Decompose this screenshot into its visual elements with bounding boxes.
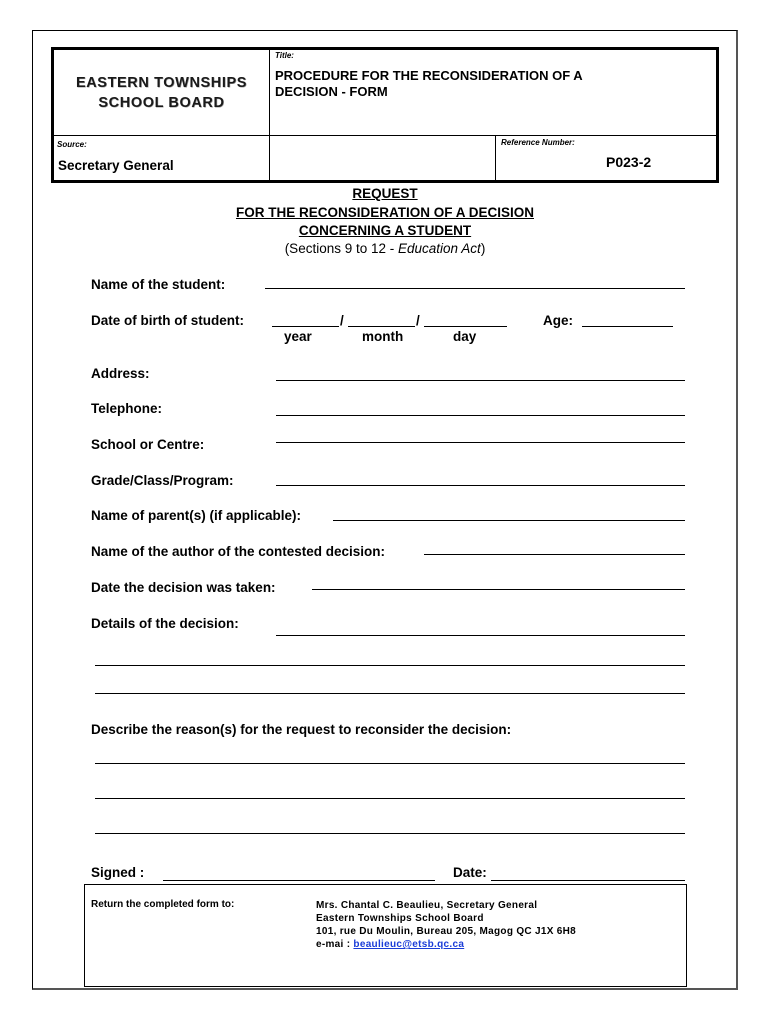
- reference-cell: [496, 136, 716, 180]
- date-taken-field[interactable]: [312, 589, 685, 590]
- return-name: Mrs. Chantal C. Beaulieu, Secretary General: [316, 900, 538, 911]
- heading-line-1: REQUEST: [352, 186, 418, 201]
- address-label: Address:: [91, 366, 150, 381]
- date-label: Date:: [453, 865, 487, 880]
- return-org: Eastern Townships School Board: [316, 913, 484, 924]
- return-email-line: [316, 938, 576, 951]
- reasons-field-line-3[interactable]: [95, 833, 685, 834]
- title-line-1: PROCEDURE FOR THE RECONSIDERATION OF A: [275, 68, 583, 83]
- document-header: [51, 47, 719, 183]
- org-line-2: SCHOOL BOARD: [98, 94, 225, 111]
- dob-month-field[interactable]: [348, 326, 415, 327]
- school-label: School or Centre:: [91, 437, 205, 452]
- email-link[interactable]: beaulieuc@etsb.qc.ca: [353, 939, 465, 950]
- details-field-line-3[interactable]: [95, 693, 685, 694]
- source-cell: [54, 136, 270, 180]
- parents-field[interactable]: [333, 520, 685, 521]
- parents-label: Name of parent(s) (if applicable):: [91, 508, 302, 523]
- telephone-label: Telephone:: [91, 401, 163, 416]
- reasons-field-line-1[interactable]: [95, 763, 685, 764]
- dob-separator-2: /: [416, 313, 420, 328]
- author-label: Name of the author of the contested decision:: [91, 544, 386, 559]
- org-name: [54, 50, 270, 136]
- address-field[interactable]: [276, 380, 685, 381]
- dob-year-caption: year: [284, 329, 312, 344]
- student-name-field[interactable]: [265, 288, 685, 289]
- reasons-label: Describe the reason(s) for the request to reconsider the decision:: [91, 722, 512, 737]
- dob-day-field[interactable]: [424, 326, 507, 327]
- org-line-1: EASTERN TOWNSHIPS: [75, 74, 248, 91]
- return-address: [316, 899, 576, 951]
- grade-label: Grade/Class/Program:: [91, 473, 234, 488]
- reasons-field-line-2[interactable]: [95, 798, 685, 799]
- empty-cell: [270, 136, 496, 180]
- age-field[interactable]: [582, 326, 673, 327]
- school-field[interactable]: [276, 442, 685, 443]
- reference-number: P023-2: [606, 154, 652, 170]
- return-info-box: [84, 884, 687, 987]
- reference-label: Reference Number:: [501, 138, 575, 147]
- dob-month-caption: month: [362, 329, 404, 344]
- dob-year-field[interactable]: [272, 326, 339, 327]
- heading-line-2: FOR THE RECONSIDERATION OF A DECISION: [235, 205, 534, 220]
- return-label: Return the completed form to:: [91, 899, 235, 910]
- dob-label: Date of birth of student:: [91, 313, 244, 328]
- title-label: Title:: [275, 51, 294, 60]
- email-prefix: e-mai :: [316, 939, 354, 950]
- telephone-field[interactable]: [276, 415, 685, 416]
- document-title: [275, 68, 695, 100]
- date-field[interactable]: [491, 880, 685, 881]
- author-field[interactable]: [424, 554, 685, 555]
- return-street: 101, rue Du Moulin, Bureau 205, Magog QC J1X 6H8: [316, 926, 577, 937]
- title-line-2: DECISION - FORM: [275, 84, 388, 99]
- details-field-line-2[interactable]: [95, 665, 685, 666]
- details-field-line-1[interactable]: [276, 635, 685, 636]
- source-value: Secretary General: [58, 158, 174, 173]
- date-taken-label: Date the decision was taken:: [91, 580, 276, 595]
- age-label: Age:: [543, 313, 573, 328]
- grade-field[interactable]: [276, 485, 685, 486]
- signed-label: Signed :: [91, 865, 145, 880]
- title-cell: [270, 50, 716, 136]
- source-label: Source:: [57, 140, 87, 149]
- dob-day-caption: day: [453, 329, 477, 344]
- student-name-label: Name of the student:: [91, 277, 226, 292]
- heading-subtitle: (Sections 9 to 12 - Education Act): [284, 241, 486, 256]
- dob-separator-1: /: [340, 313, 344, 328]
- details-label: Details of the decision:: [91, 616, 239, 631]
- heading-line-3: CONCERNING A STUDENT: [298, 223, 472, 238]
- signature-field[interactable]: [163, 880, 435, 881]
